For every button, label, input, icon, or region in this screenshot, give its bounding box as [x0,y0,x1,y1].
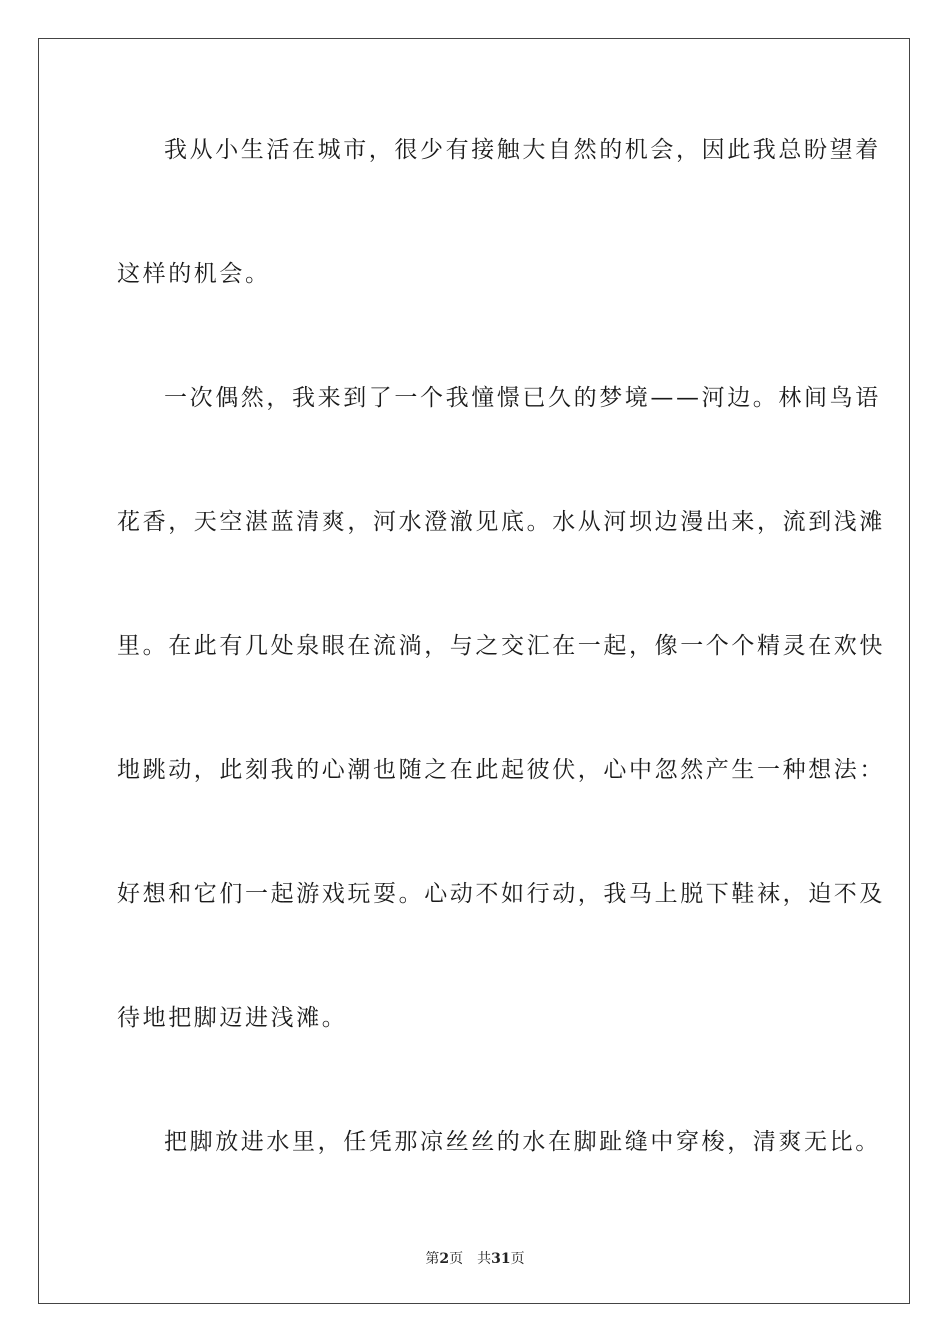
page-number: 2 [439,1251,450,1267]
paragraph-1-line-1: 我从小生活在城市，很少有接触大自然的机会，因此我总盼望着 [164,137,881,163]
page-suffix: 页 [449,1251,464,1267]
paragraph-2-line-3: 里。在此有几处泉眼在流淌，与之交汇在一起，像一个个精灵在欢快 [117,633,885,659]
total-pages: 31 [491,1251,511,1267]
paragraph-2-line-2: 花香，天空湛蓝清爽，河水澄澈见底。水从河坝边漫出来，流到浅滩 [117,509,885,535]
page-prefix: 第 [425,1251,440,1267]
paragraph-2-line-6: 待地把脚迈进浅滩。 [117,1005,348,1031]
page-border [38,38,910,1304]
paragraph-2-line-5: 好想和它们一起游戏玩耍。心动不如行动，我马上脱下鞋袜，迫不及 [117,881,885,907]
total-prefix: 共 [477,1251,492,1267]
page-footer [0,1248,950,1268]
paragraph-1-line-2: 这样的机会。 [117,261,271,287]
paragraph-2-line-1: 一次偶然，我来到了一个我憧憬已久的梦境——河边。林间鸟语 [164,385,881,411]
paragraph-3-line-1: 把脚放进水里，任凭那凉丝丝的水在脚趾缝中穿梭，清爽无比。 [164,1129,881,1155]
total-suffix: 页 [510,1251,525,1267]
paragraph-2-line-4: 地跳动，此刻我的心潮也随之在此起彼伏，心中忽然产生一种想法： [117,757,885,783]
